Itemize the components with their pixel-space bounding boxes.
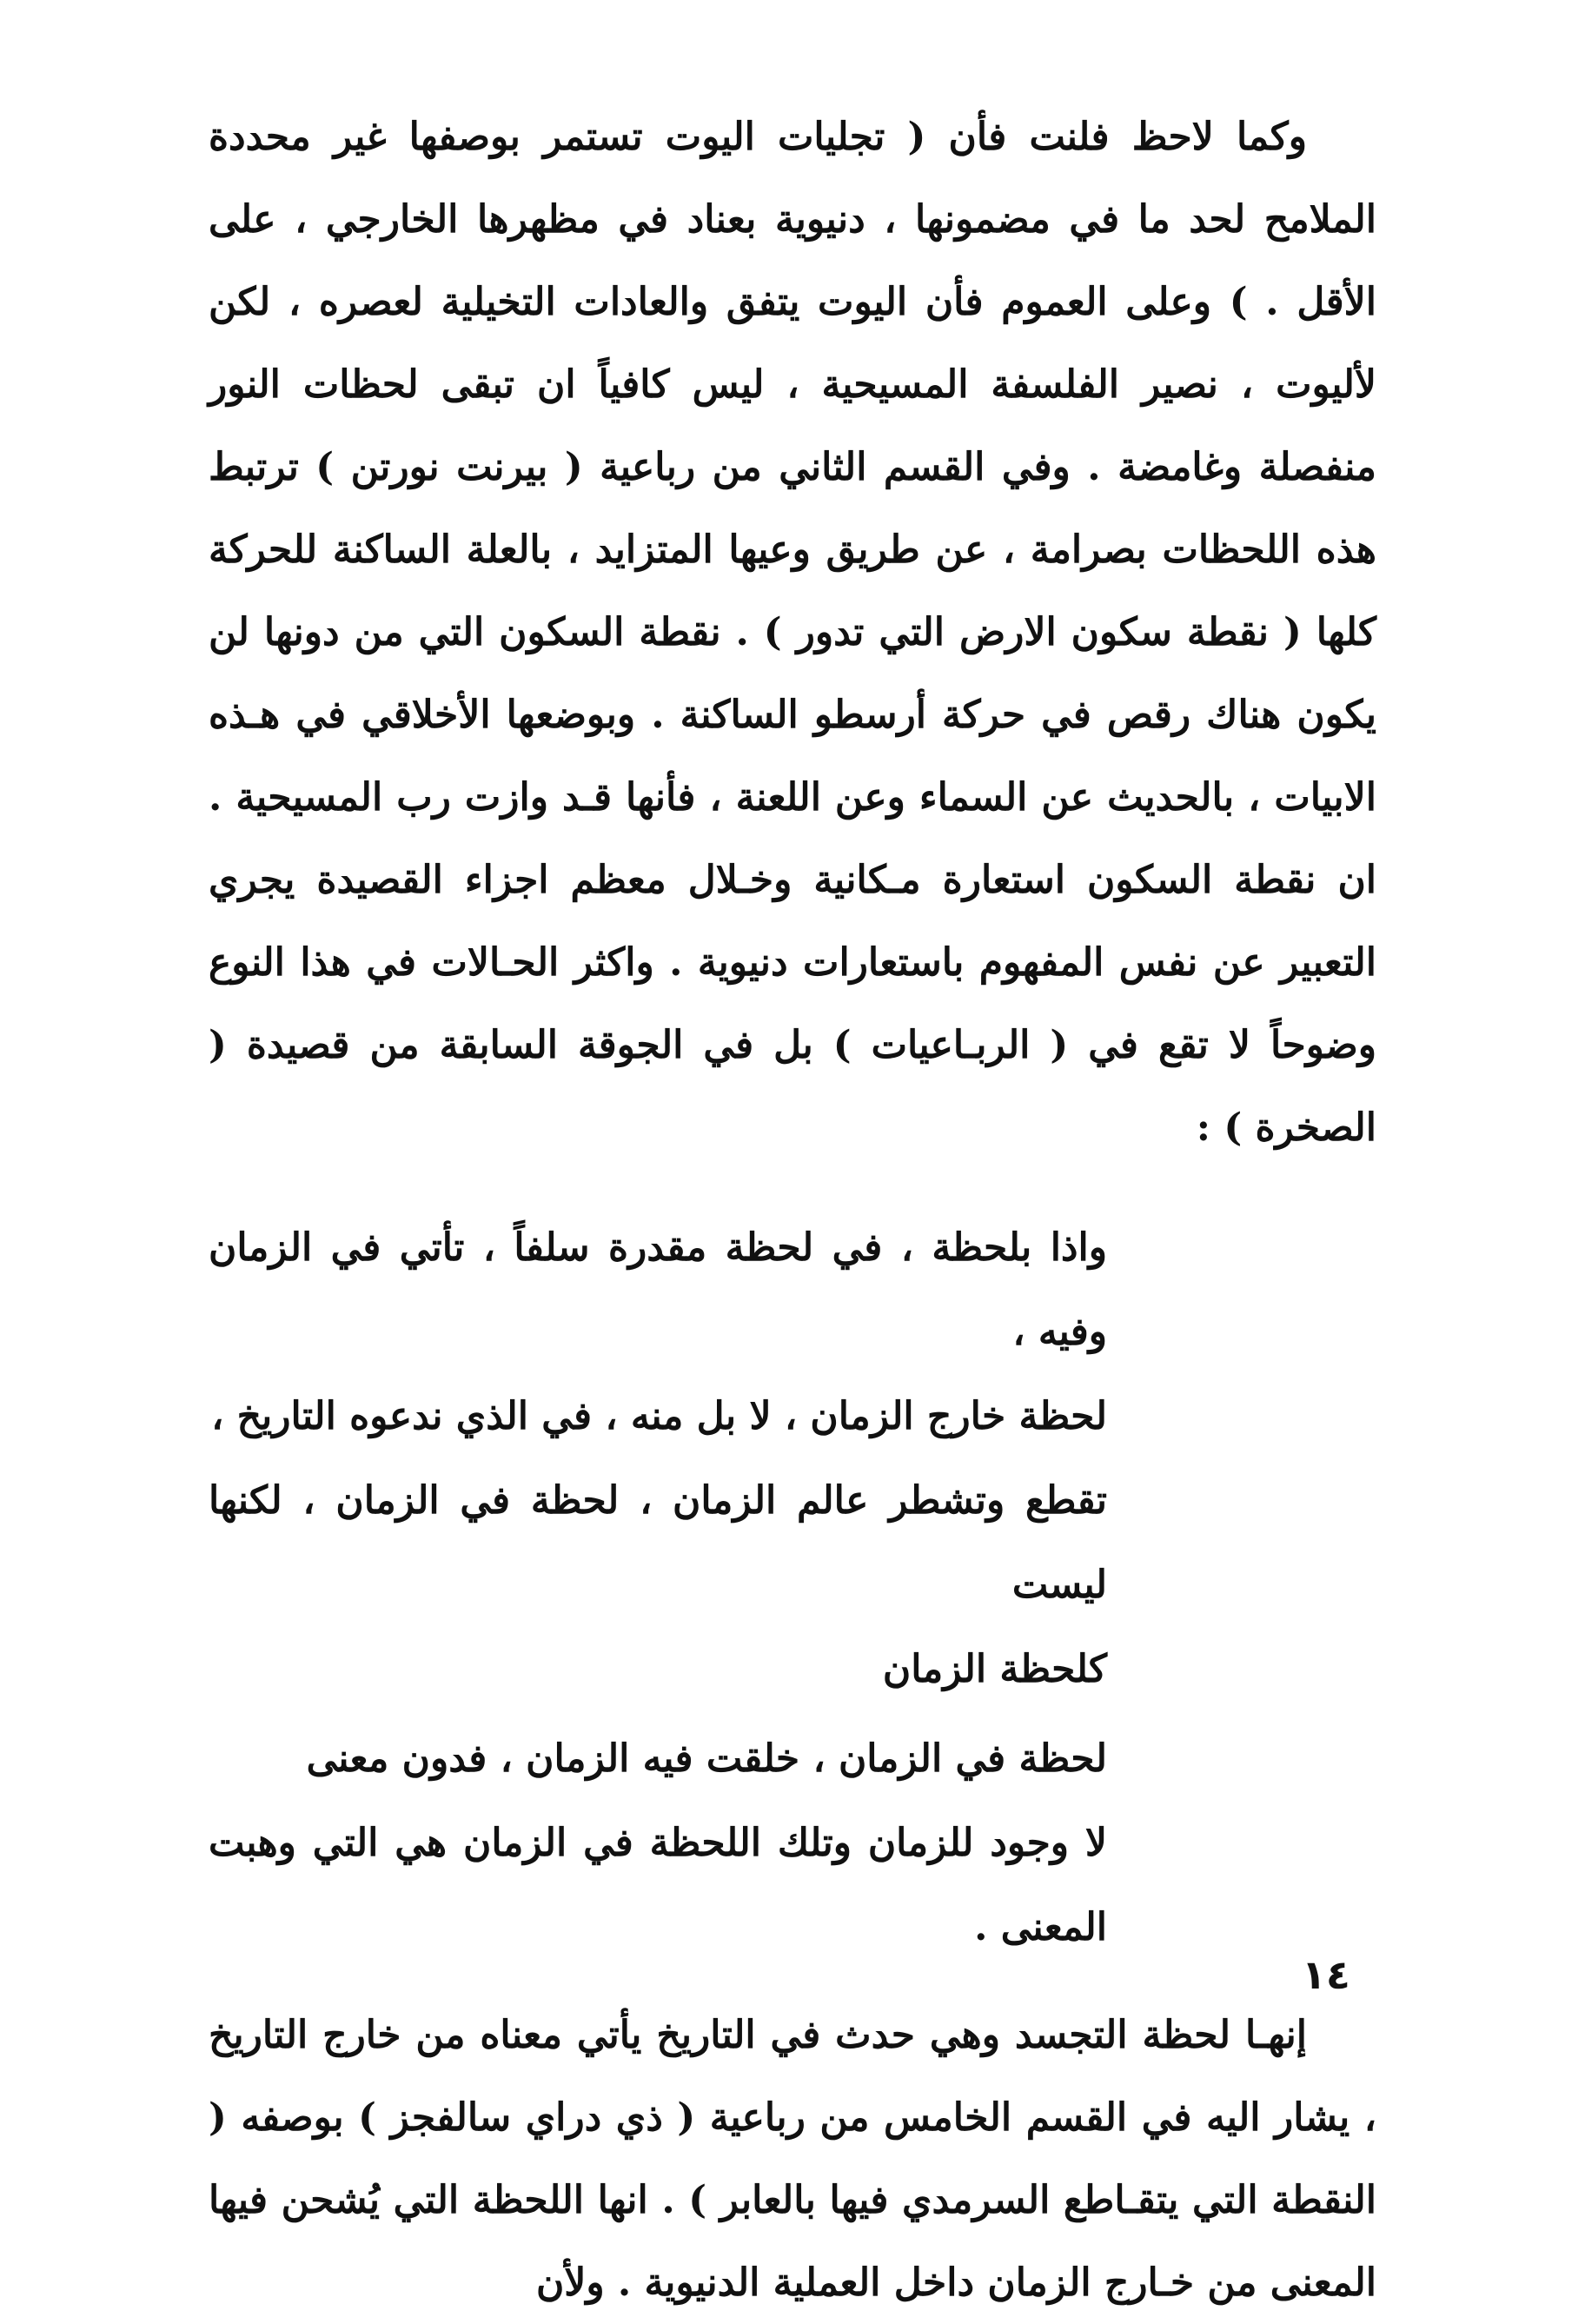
verse-line-5: لحظة في الزمان ، خلقت فيه الزمان ، فدون معنى (306, 1736, 1107, 1781)
verse-line-2: لحظة خارج الزمان ، لا بل منه ، في الذي ندعوه التاريخ ، (211, 1394, 1107, 1438)
verse-line-6: لا وجود للزمان وتلك اللحظة في الزمان هي التي وهبت المعنى . (209, 1821, 1107, 1949)
verse-line-1: واذا بلحظة ، في لحظة مقدرة سلفاً ، تأتي في الزمان وفيه ، (209, 1225, 1107, 1354)
verse-line-3: تقطع وتشطر عالم الزمان ، لحظة في الزمان ، لكنها ليست (209, 1478, 1107, 1607)
page-number: ١٤ (1301, 1951, 1350, 1998)
verse-quotation (209, 1205, 1107, 1969)
paragraph-intro: وكما لاحظ فلنت فأن ( تجليات اليوت تستمر بوصفها غير محددة الملامح لحد ما في مضمونها ، دنيوية بعناد في مظهرها الخارجي ، على الأقل . ) وعلى العموم فأن اليوت يتفق والعادات التخيلية لعصره ، لكن لأليوت ، نصير الفلسفة المسيحية ، ليس كافياً ان تبقى لحظات النور منفصلة وغامضة . وفي القسم الثاني من رباعية ( بيرنت نورتن ) ترتبط هذه اللحظات بصرامة ، عن طريق وعيها المتزايد ، بالعلة الساكنة للحركة كلها ( نقطة سكون الارض التي تدور ) . نقطة السكون التي من دونها لن يكون هناك رقص في حركة أرسطو الساكنة . وبوضعها الأخلاقي في هـذه الابيات ، بالحديث عن السماء وعن اللعنة ، فأنها قـد وازت رب المسيحية . ان نقطة السكون استعارة مـكانية وخـلال معظم اجزاء القصيدة يجري التعبير عن نفس المفهوم باستعارات دنيوية . واكثر الحـالات في هذا النوع وضوحاً لا تقع في ( الربـاعيات ) بل في الجوقة السابقة من قصيدة ( الصخرة ) : (209, 115, 1376, 1150)
verse-line-4: كلحظة الزمان (882, 1647, 1107, 1691)
paragraph-incarnation: إنهـا لحظة التجسد وهي حدث في التاريخ يأتي معناه من خارج التاريخ ، يشار اليه في القسم الخامس من رباعية ( ذي دراي سالفجز ) بوصفه ( النقطة التي يتقـاطع السرمدي فيها بالعابر ) . انها اللحظة التي يُشحن فيها المعنى من خـارج الزمان داخل العملية الدنيوية . ولأن (209, 2013, 1376, 2305)
